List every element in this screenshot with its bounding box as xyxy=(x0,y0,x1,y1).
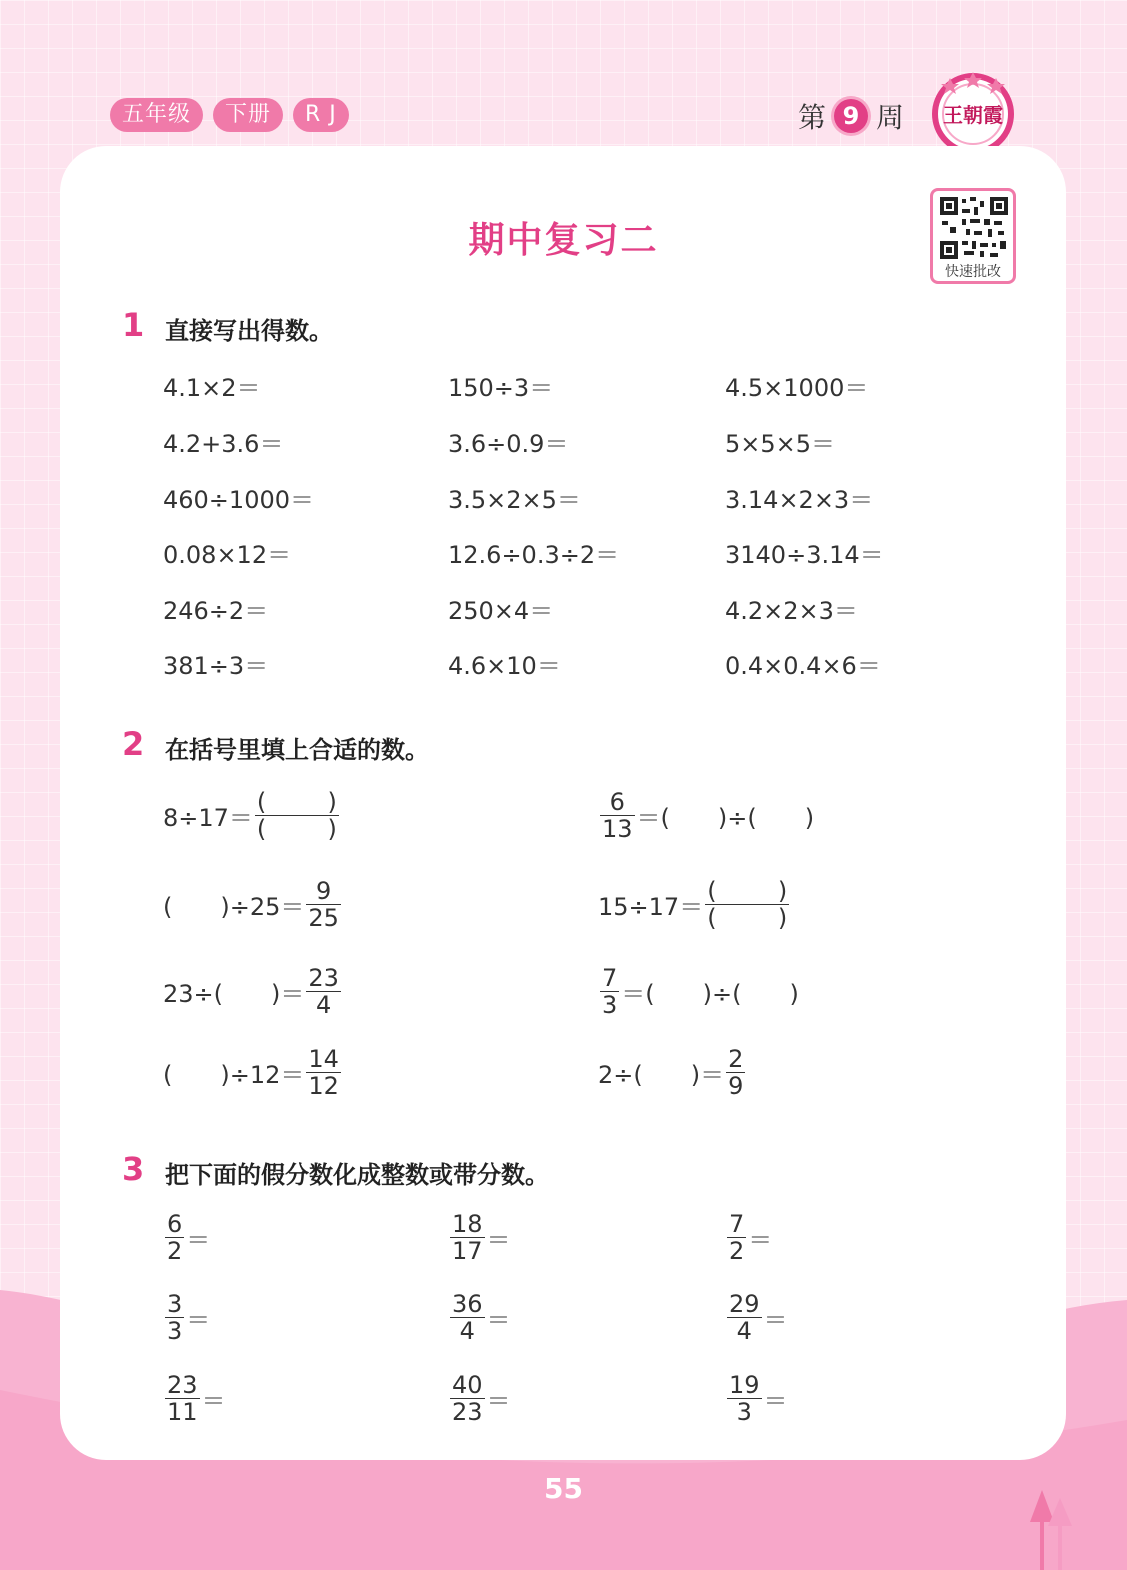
fraction-problem: $\frac{23}{11}$ ＝ xyxy=(167,1371,226,1426)
blank-fraction[interactable]: ( ) ( ) xyxy=(256,788,337,843)
blank-fraction[interactable]: ( ) ( ) xyxy=(707,877,788,932)
week-prefix: 第 xyxy=(798,101,827,134)
problem: 12.6÷0.3÷2＝ xyxy=(448,541,620,569)
fraction: $\frac{2}{9}$ xyxy=(728,1045,744,1100)
fraction: $\frac{7}{3}$ xyxy=(602,964,618,1019)
problem: 4.2+3.6＝ xyxy=(163,430,284,458)
grade-tag: 五年级 xyxy=(110,98,203,132)
fill-problem: 15÷17＝ ( ) ( ) xyxy=(598,877,788,932)
problem: 3.6÷0.9＝ xyxy=(448,430,569,458)
fill-problem: 2÷( )＝ $\frac{2}{9}$ xyxy=(598,1045,744,1100)
fraction-problem: $\frac{19}{3}$ ＝ xyxy=(729,1371,788,1426)
fraction-problem: $\frac{3}{3}$ ＝ xyxy=(167,1290,211,1345)
problem: 4.6×10＝ xyxy=(448,652,561,680)
fill-problem: ( )÷12＝ $\frac{14}{12}$ xyxy=(163,1045,339,1100)
fraction-problem: $\frac{29}{4}$ ＝ xyxy=(729,1290,788,1345)
problem: 5×5×5＝ xyxy=(725,430,836,458)
problem: 0.4×0.4×6＝ xyxy=(725,652,881,680)
week-number: 9 xyxy=(834,99,868,133)
week-indicator xyxy=(798,96,904,136)
problem: 246÷2＝ xyxy=(163,597,269,625)
edition-tag: R J xyxy=(293,98,349,132)
section-3-title: 把下面的假分数化成整数或带分数。 xyxy=(165,1161,549,1189)
problem: 3.5×2×5＝ xyxy=(448,486,581,514)
fill-problem: 8÷17＝ ( ) ( ) xyxy=(163,788,337,843)
week-suffix: 周 xyxy=(876,101,905,134)
grade-tags xyxy=(110,98,349,132)
qr-label: 快速批改 xyxy=(945,264,1001,280)
problem: 381÷3＝ xyxy=(163,652,269,680)
page-title: 期中复习二 xyxy=(468,220,659,261)
problem: 460÷1000＝ xyxy=(163,486,314,514)
fraction-problem: $\frac{7}{2}$ ＝ xyxy=(729,1210,773,1265)
problem: 150÷3＝ xyxy=(448,374,554,402)
fill-problem: $\frac{6}{13}$ ＝( )÷( ) xyxy=(602,788,815,843)
section-2-number: 2 xyxy=(122,725,145,763)
fraction: $\frac{14}{12}$ xyxy=(308,1045,339,1100)
fraction: $\frac{9}{25}$ xyxy=(308,877,339,932)
fill-problem: ( )÷25＝ $\frac{9}{25}$ xyxy=(163,877,339,932)
fill-problem: $\frac{7}{3}$ ＝( )÷( ) xyxy=(602,964,799,1019)
section-3-number: 3 xyxy=(122,1150,145,1188)
fraction-problem: $\frac{18}{17}$ ＝ xyxy=(452,1210,511,1265)
arrow-decoration-icon xyxy=(1028,1490,1078,1570)
fraction-problem: $\frac{40}{23}$ ＝ xyxy=(452,1371,511,1426)
fraction: $\frac{23}{4}$ xyxy=(308,964,339,1019)
problem: 3140÷3.14＝ xyxy=(725,541,884,569)
page-number: 55 xyxy=(544,1472,583,1505)
problem: 250×4＝ xyxy=(448,597,554,625)
section-1-title: 直接写出得数。 xyxy=(165,317,333,345)
problem: 4.5×1000＝ xyxy=(725,374,869,402)
brand-seal-text: 王朝霞 xyxy=(943,103,1003,127)
fraction-problem: $\frac{36}{4}$ ＝ xyxy=(452,1290,511,1345)
section-1-number: 1 xyxy=(122,306,145,344)
fraction: $\frac{6}{13}$ xyxy=(602,788,633,843)
fill-problem: 23÷( )＝ $\frac{23}{4}$ xyxy=(163,964,339,1019)
problem: 4.1×2＝ xyxy=(163,374,261,402)
problem: 0.08×12＝ xyxy=(163,541,292,569)
fraction-problem: $\frac{6}{2}$ ＝ xyxy=(167,1210,211,1265)
problem: 3.14×2×3＝ xyxy=(725,486,874,514)
volume-tag: 下册 xyxy=(213,98,283,132)
section-2-title: 在括号里填上合适的数。 xyxy=(165,736,429,764)
problem: 4.2×2×3＝ xyxy=(725,597,858,625)
